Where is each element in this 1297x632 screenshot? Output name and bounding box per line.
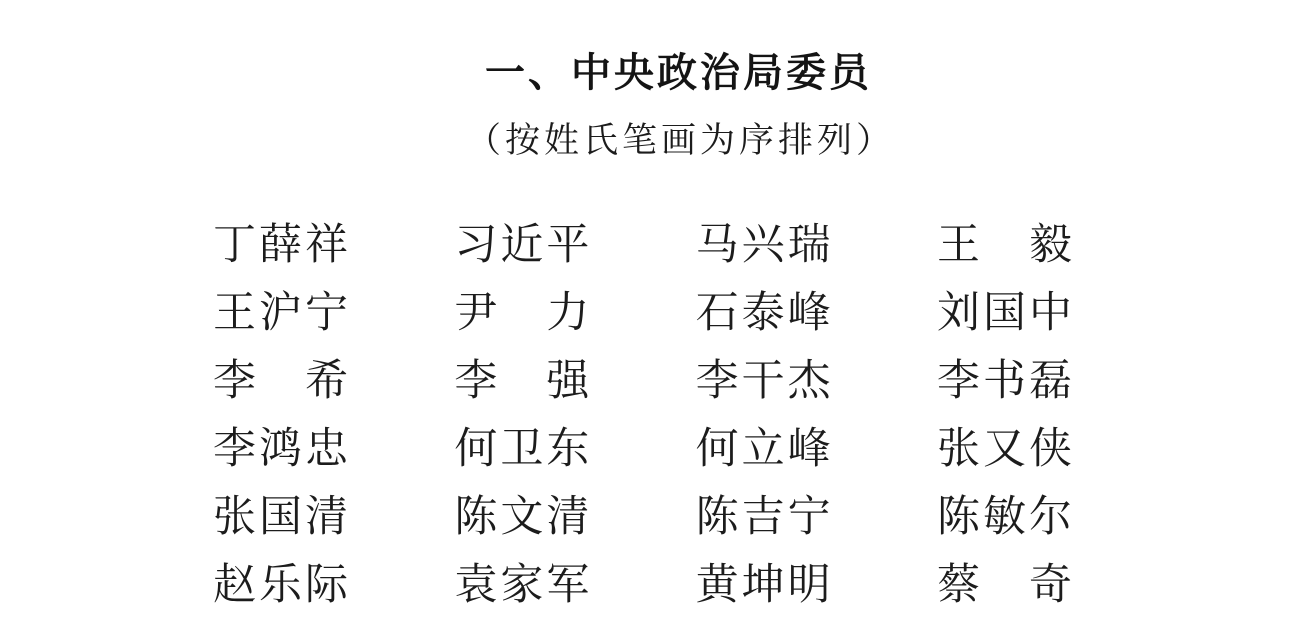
member-name: 袁家军 — [454, 562, 593, 609]
member-name: 李鸿忠 — [213, 426, 351, 473]
member-name: 张国清 — [213, 494, 351, 541]
member-name: 何立峰 — [695, 426, 834, 473]
member-name: 张又侠 — [936, 426, 1075, 473]
member-name: 尹 力 — [454, 290, 593, 337]
member-name: 王 毅 — [936, 222, 1075, 269]
member-name: 赵乐际 — [213, 562, 351, 609]
member-name: 马兴瑞 — [695, 222, 834, 269]
member-name: 李干杰 — [695, 358, 834, 405]
member-name: 李 强 — [454, 358, 593, 405]
member-name: 李书磊 — [936, 358, 1075, 405]
sort-order-note: （按姓氏笔画为序排列） — [465, 121, 895, 160]
member-name: 李 希 — [213, 358, 351, 405]
member-name: 王沪宁 — [213, 290, 351, 337]
member-name: 何卫东 — [454, 426, 593, 473]
member-name: 刘国中 — [936, 290, 1075, 337]
member-name: 陈敏尔 — [936, 494, 1075, 541]
section-title: 一、中央政治局委员 — [485, 50, 872, 95]
member-name: 丁薛祥 — [213, 222, 351, 269]
member-name: 石泰峰 — [695, 290, 834, 337]
member-name: 黄坤明 — [695, 562, 834, 609]
member-name: 陈文清 — [454, 494, 593, 541]
member-name: 习近平 — [454, 222, 593, 269]
member-name: 陈吉宁 — [695, 494, 834, 541]
member-name-grid — [213, 224, 1075, 608]
member-name: 蔡 奇 — [936, 562, 1075, 609]
